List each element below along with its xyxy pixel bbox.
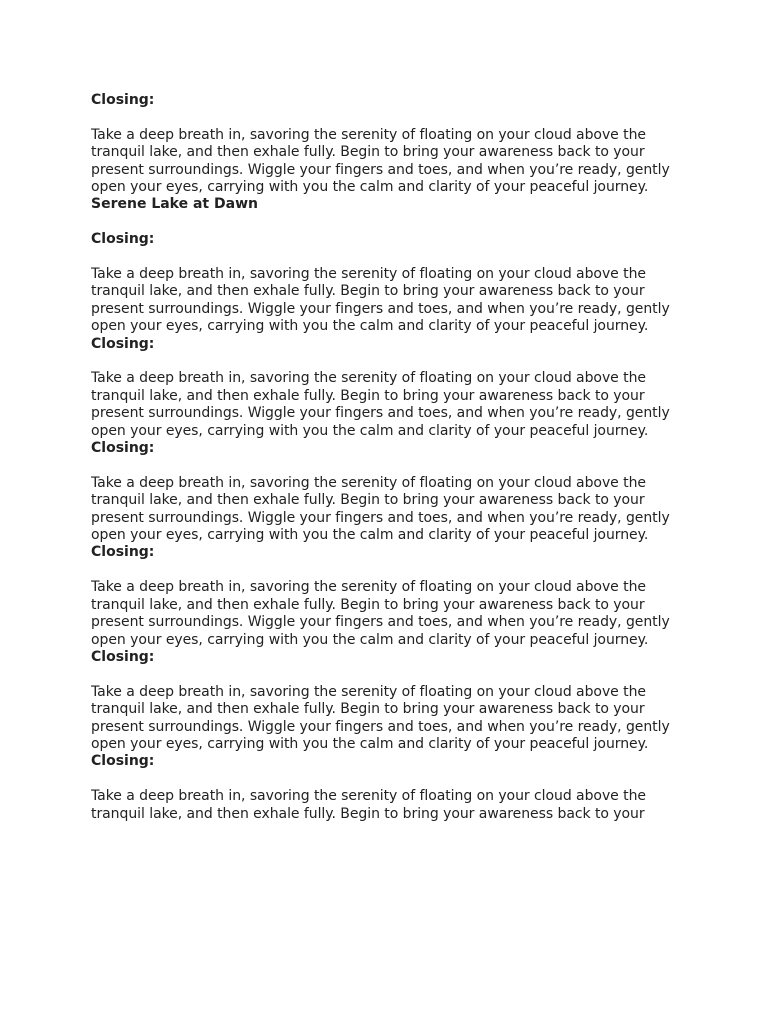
spacer (91, 249, 691, 266)
spacer (91, 666, 691, 683)
spacer (91, 771, 691, 788)
section-heading: Closing: (91, 335, 155, 352)
section-heading: Closing: (91, 648, 155, 665)
body-paragraph: Take a deep breath in, savoring the serenity of floating on your cloud above the tranquil lake, and then exhale fully. Begin to bring your awareness back to your present surroundings. Wiggle your fingers and toes, and when you’re ready, gently open your eyes, carrying with you the calm and clarity of your peaceful journey. (91, 126, 670, 196)
body-paragraph: Take a deep breath in, savoring the serenity of floating on your cloud above the tranquil lake, and then exhale fully. Begin to bring your awareness back to your present surroundings. Wiggle your fingers and toes, and when you’re ready, gently open your eyes, carrying with you the calm and clarity of your peaceful journey. (91, 370, 670, 439)
body-paragraph: Take a deep breath in, savoring the serenity of floating on your cloud above the tranquil lake, and then exhale fully. Begin to bring your awareness back to your present surroundings. Wiggle your fingers and toes, and when you’re ready, gently open your eyes, carrying with you the calm and clarity of your peaceful journey. (91, 266, 670, 335)
section-title (91, 196, 691, 231)
document-title: Serene Lake at Dawn (91, 196, 258, 213)
section-heading: Closing: (91, 231, 155, 248)
section-closing (91, 649, 691, 753)
section-heading: Closing: (91, 440, 155, 457)
body-paragraph: Take a deep breath in, savoring the serenity of floating on your cloud above the tranquil lake, and then exhale fully. Begin to bring your awareness back to your present surroundings. Wiggle your fingers and toes, and when you’re ready, gently open your eyes, carrying with you the calm and clarity of your peaceful journey. (91, 579, 670, 648)
section-closing (91, 440, 691, 544)
section-closing (91, 231, 691, 335)
section-heading: Closing: (91, 753, 155, 770)
section-closing (91, 753, 691, 823)
spacer (91, 457, 691, 474)
document-page (91, 92, 691, 924)
body-paragraph: Take a deep breath in, savoring the serenity of floating on your cloud above the tranquil lake, and then exhale fully. Begin to bring your awareness back to your present surroundings. Wiggle your fingers and toes, and when you’re ready, gently open your eyes, carrying with you the calm and clarity of your peaceful journey. (91, 683, 670, 752)
section-closing (91, 336, 691, 440)
spacer (91, 109, 691, 126)
spacer (91, 353, 691, 370)
spacer (91, 214, 691, 231)
body-paragraph: Take a deep breath in, savoring the serenity of floating on your cloud above the tranquil lake, and then exhale fully. Begin to bring your awareness back to your (91, 788, 646, 822)
section-heading: Closing: (91, 92, 155, 108)
section-closing (91, 92, 691, 196)
section-closing (91, 544, 691, 648)
body-paragraph: Take a deep breath in, savoring the serenity of floating on your cloud above the tranquil lake, and then exhale fully. Begin to bring your awareness back to your present surroundings. Wiggle your fingers and toes, and when you’re ready, gently open your eyes, carrying with you the calm and clarity of your peaceful journey. (91, 474, 670, 544)
section-heading: Closing: (91, 544, 155, 561)
spacer (91, 562, 691, 579)
